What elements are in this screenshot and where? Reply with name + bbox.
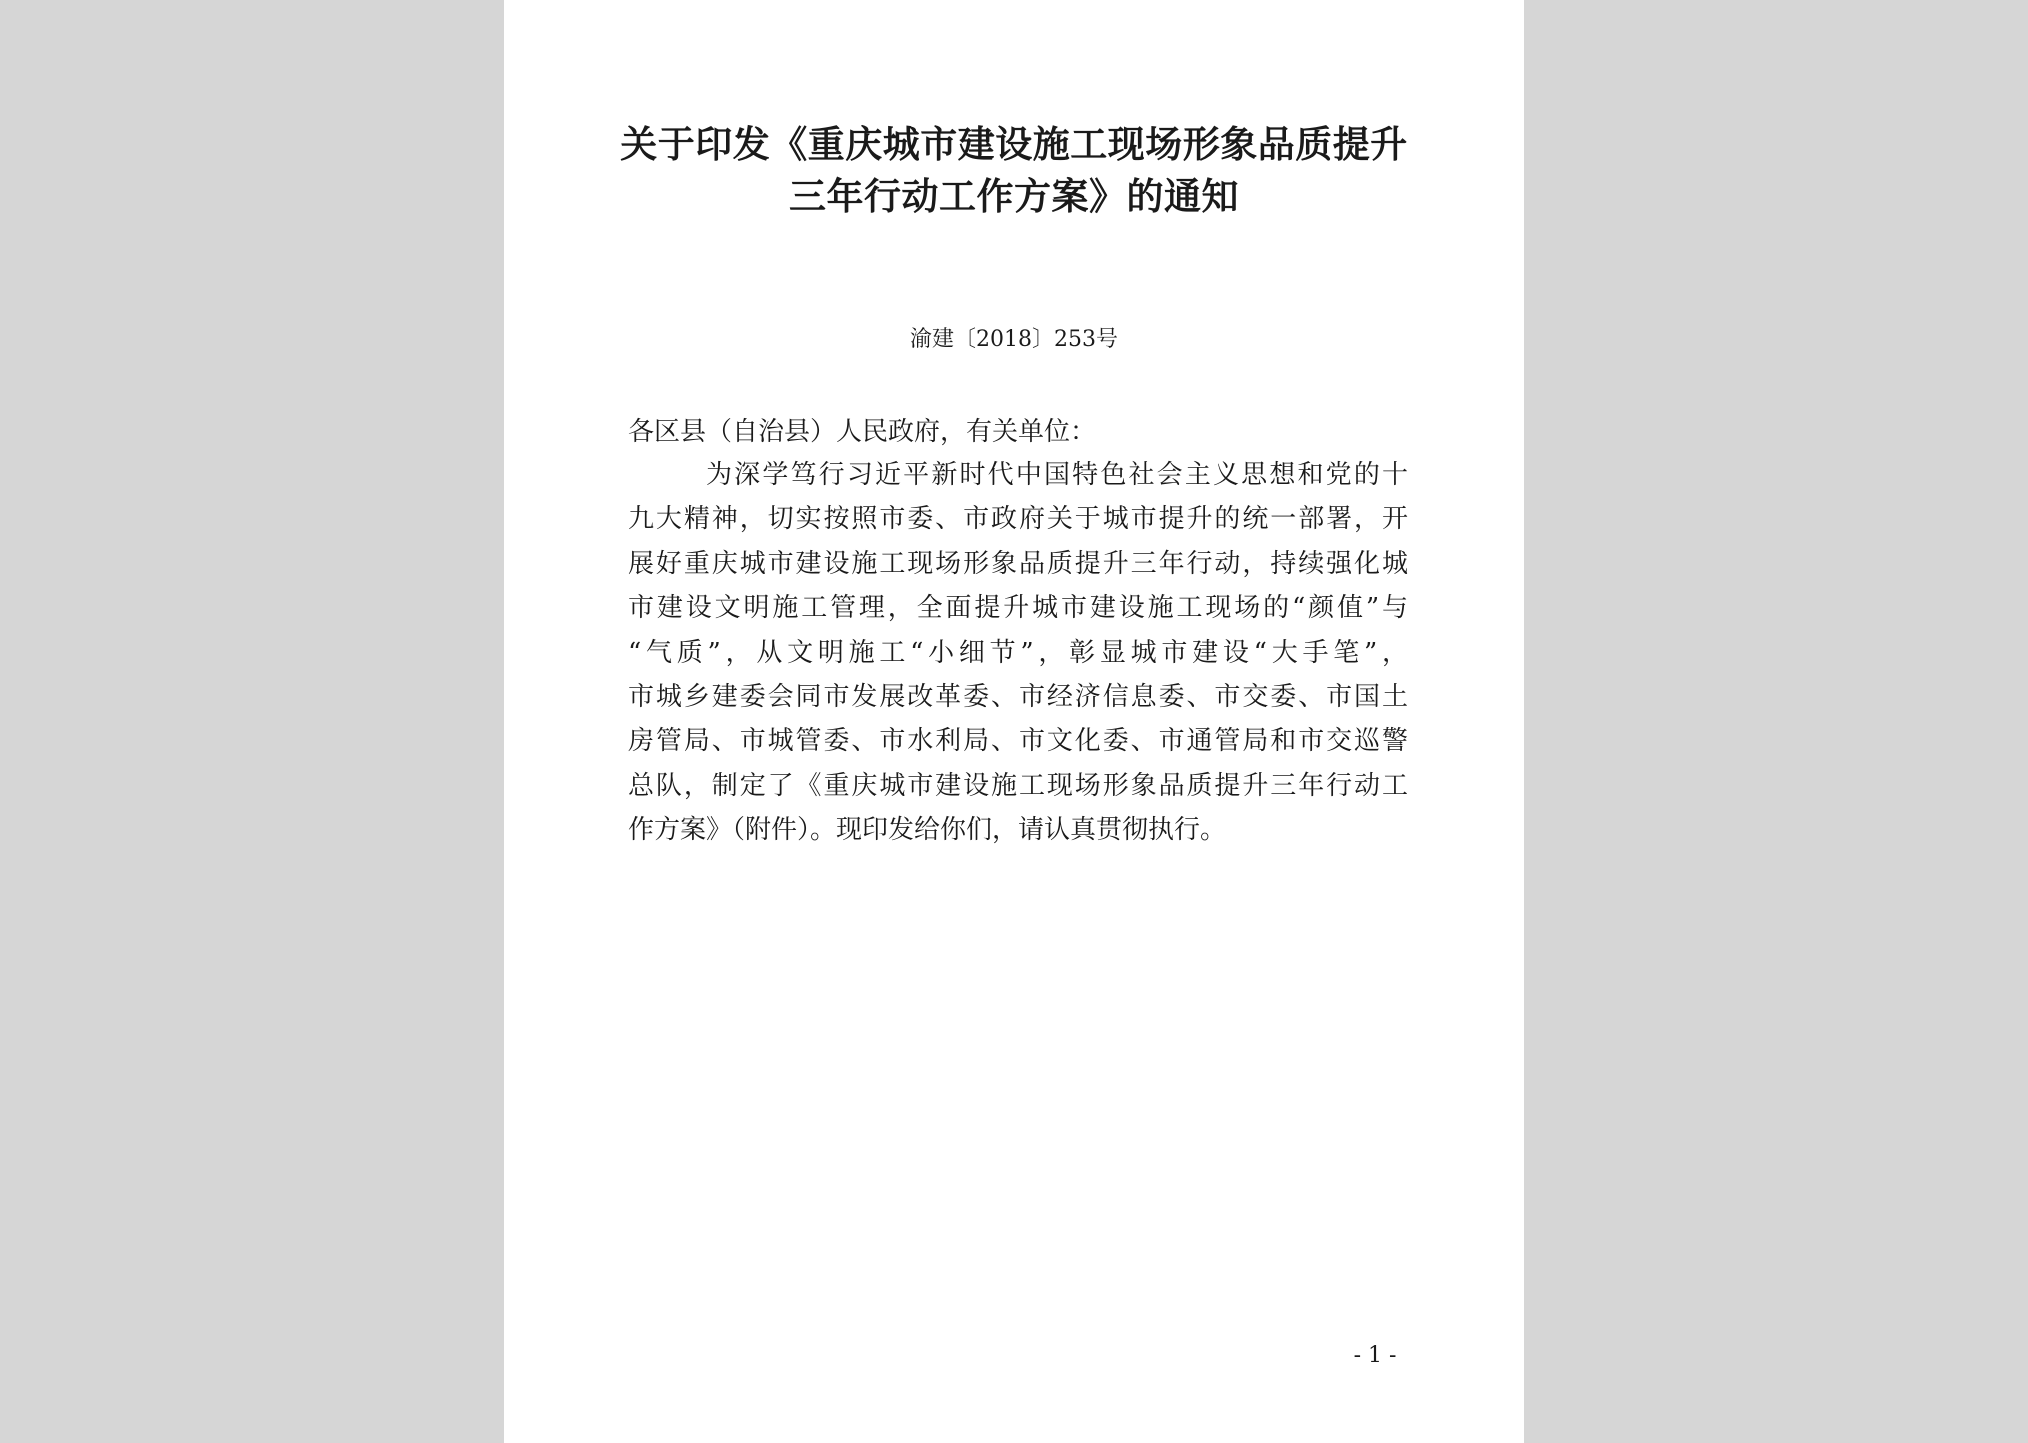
paragraph-line: 总队，制定了《重庆城市建设施工现场形象品质提升三年行动工 — [628, 770, 1408, 801]
page-number: - 1 - — [1353, 1343, 1397, 1368]
salutation: 各区县（自治县）人民政府，有关单位： — [628, 417, 1097, 447]
paragraph-line: 房管局、市城管委、市水利局、市文化委、市通管局和市交巡警 — [628, 726, 1408, 757]
document-page — [504, 0, 1524, 1443]
paragraph-line: 九大精神，切实按照市委、市政府关于城市提升的统一部署，开 — [628, 504, 1408, 535]
document-number: 渝建〔2018〕253号 — [910, 327, 1118, 352]
document-title — [504, 118, 1524, 222]
paragraph-line: 为深学笃行习近平新时代中国特色社会主义思想和党的十 — [706, 460, 1408, 490]
paragraph-line: 展好重庆城市建设施工现场形象品质提升三年行动，持续强化城 — [628, 548, 1408, 579]
paragraph-line: 作方案》（附件）。现印发给你们，请认真贯彻执行。 — [628, 815, 1227, 846]
body-paragraph — [628, 453, 1408, 853]
title-line-1: 关于印发《重庆城市建设施工现场形象品质提升 — [620, 122, 1408, 166]
paragraph-line: 市建设文明施工管理，全面提升城市建设施工现场的“颜值”与 — [628, 593, 1408, 624]
paragraph-line: “气质”，从文明施工“小细节”，彰显城市建设“大手笔”， — [628, 637, 1408, 668]
paragraph-line: 市城乡建委会同市发展改革委、市经济信息委、市交委、市国土 — [628, 681, 1408, 712]
title-line-2: 三年行动工作方案》的通知 — [789, 174, 1239, 218]
